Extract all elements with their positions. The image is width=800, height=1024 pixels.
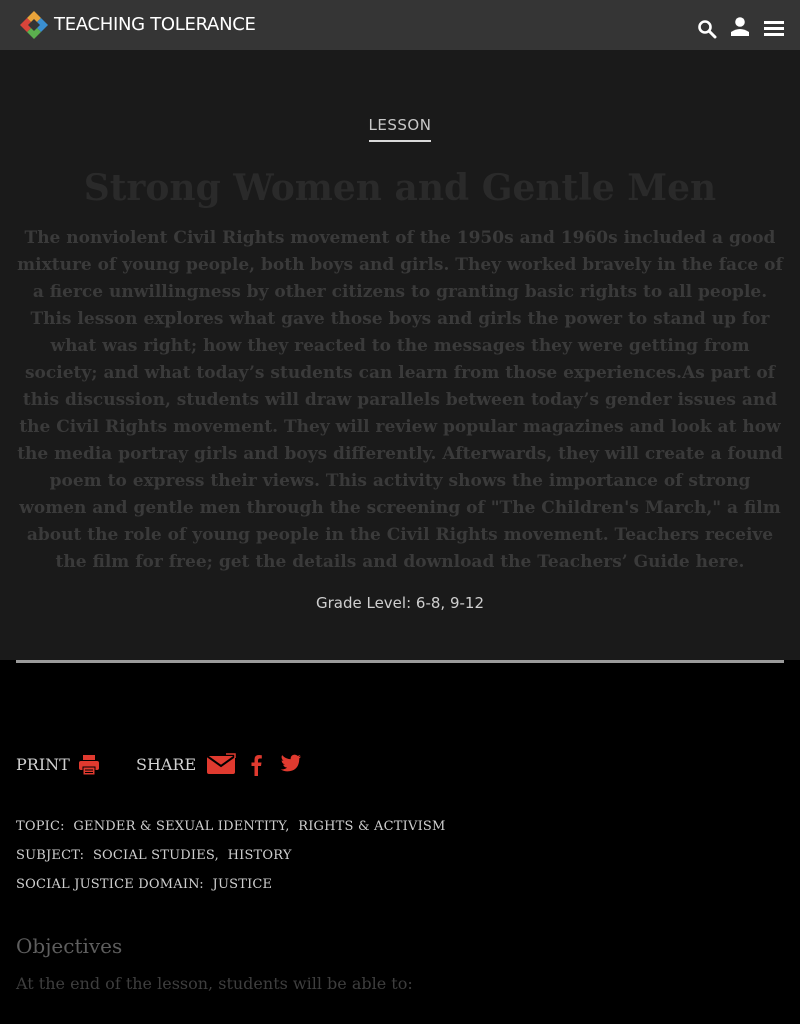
topic-label: TOPIC:: [16, 819, 65, 834]
subject-label: SUBJECT:: [16, 848, 85, 863]
lesson-eyebrow: LESSON: [369, 116, 432, 142]
objectives-heading: Objectives: [16, 934, 123, 958]
grade-level: [0, 594, 800, 612]
tag-separator: ,: [214, 848, 224, 863]
facebook-share-icon[interactable]: [250, 754, 262, 776]
social-justice-domain-row: [16, 877, 272, 892]
topic-row: [16, 819, 446, 834]
top-navigation-bar: [0, 0, 800, 50]
printer-icon[interactable]: [78, 755, 100, 775]
print-label[interactable]: PRINT: [16, 755, 70, 774]
search-icon[interactable]: [697, 19, 717, 39]
topic-link[interactable]: GENDER & SEXUAL IDENTITY: [73, 819, 286, 834]
email-share-icon[interactable]: [206, 753, 236, 775]
tag-separator: ,: [285, 819, 294, 834]
subject-link[interactable]: HISTORY: [227, 848, 292, 863]
content-type-label: [0, 116, 800, 142]
twitter-share-icon[interactable]: [280, 754, 302, 772]
objectives-intro: At the end of the lesson, students will be able to:: [16, 974, 413, 993]
grade-separator: ,: [440, 594, 450, 612]
subject-row: [16, 848, 292, 863]
grade-level-value[interactable]: 6-8: [415, 594, 441, 612]
share-label: SHARE: [136, 755, 197, 774]
lesson-description: The nonviolent Civil Rights movement of the 1950s and 1960s included a good mixture of young people, both boys and girls. They worked bravely in the face of a fierce unwillingness by other citizens to granting basic rights to all people. This lesson explores what gave those boys and girls the power to stand up for what was right; how they reacted to the messages they were getting from society; and what today’s students can learn from those experiences.As part of this discussion, students will draw parallels between today’s gender issues and the Civil Rights movement. They will review popular magazines and look at how the media portray girls and boys differently. Afterwards, they will create a found poem to express their views. This activity shows the importance of strong women and gentle men through the screening of "The Children's March," a film about the role of young people in the Civil Rights movement. Teachers receive the film for free; get the details and download the Teachers’ Guide here.: [17, 228, 783, 572]
social-justice-domain-label: SOCIAL JUSTICE DOMAIN:: [16, 877, 204, 892]
social-justice-domain-link[interactable]: JUSTICE: [212, 877, 273, 892]
brand-name[interactable]: TEACHING TOLERANCE: [54, 14, 256, 35]
page-title: Strong Women and Gentle Men: [83, 167, 717, 209]
grade-level-label: Grade Level:: [315, 594, 412, 612]
topic-link[interactable]: RIGHTS & ACTIVISM: [298, 819, 446, 834]
grade-level-value[interactable]: 9-12: [449, 594, 485, 612]
section-divider: [16, 660, 784, 663]
user-icon[interactable]: [730, 16, 750, 36]
subject-link[interactable]: SOCIAL STUDIES: [92, 848, 215, 863]
teaching-tolerance-logo-icon[interactable]: [19, 10, 49, 40]
menu-icon[interactable]: [764, 20, 784, 36]
